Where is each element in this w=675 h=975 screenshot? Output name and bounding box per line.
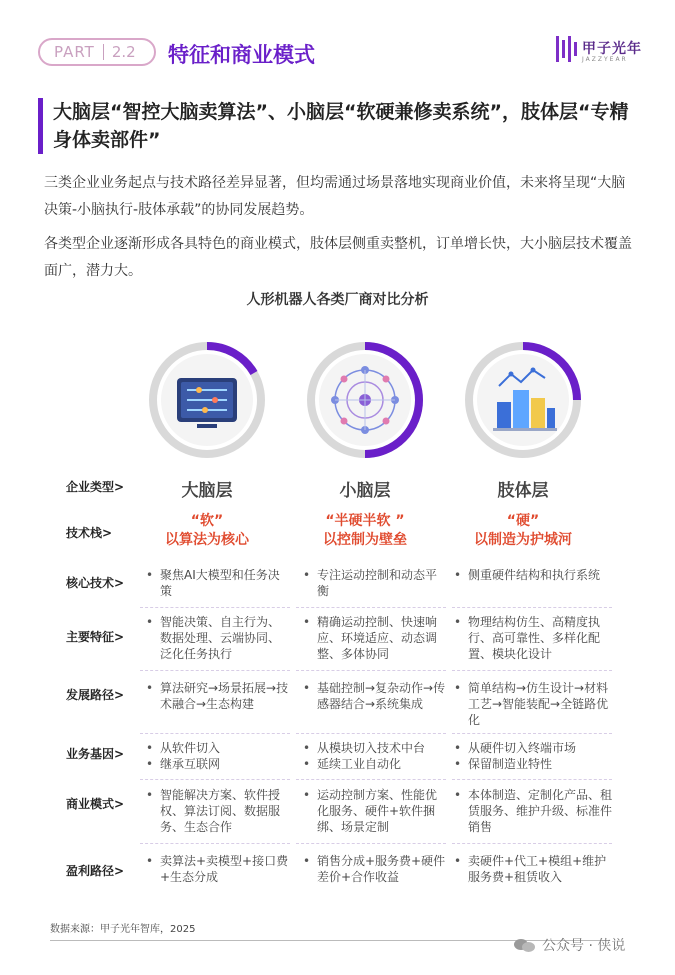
gene-body-2: • 保留制造业特性 <box>454 756 614 772</box>
separator <box>452 607 612 608</box>
core-brain: • 聚焦AI大模型和任务决策 <box>146 567 291 599</box>
stack-body <box>448 512 598 550</box>
wechat-icon <box>514 937 536 953</box>
biz-body: • 本体制造、定制化产品、租赁服务、维护升级、标准件销售 <box>454 787 614 835</box>
separator <box>452 670 612 671</box>
part-number: 2.2 <box>111 43 136 61</box>
row-label-profit: 盈利路径> <box>66 864 125 878</box>
column-title-brain: 大脑层 <box>181 481 233 501</box>
profit-brain: • 卖算法+卖模型+接口费+生态分成 <box>146 853 291 885</box>
column-title-body: 肢体层 <box>497 481 549 501</box>
gene-brain-2: • 继承互联网 <box>146 756 291 772</box>
separator <box>452 733 612 734</box>
path-body: • 简单结构→仿生设计→材料工艺→智能装配→全链路优化 <box>454 680 614 728</box>
features-brain: • 智能决策、自主行为、数据处理、云端协同、泛化任务执行 <box>146 614 291 662</box>
paragraph-1: 三类企业业务起点与技术路径差异显著，但均需通过场景落地实现商业价值，未来将呈现“大脑决策-小脑执行-肢体承载”的协同发展趋势。 <box>44 175 626 218</box>
stack-brain <box>132 512 282 550</box>
stack-cerebellum-line1: “半硬半软 ” <box>325 513 405 529</box>
section-title: 特征和商业模式 <box>168 43 315 67</box>
part-divider <box>103 44 104 60</box>
separator <box>296 733 446 734</box>
stack-cerebellum-line2: 以控制为壁垒 <box>323 532 407 548</box>
stack-brain-line2: 以算法为核心 <box>165 532 249 548</box>
watermark-text: 公众号 · 侠说 <box>542 938 626 954</box>
column-title-cerebellum: 小脑层 <box>339 481 391 501</box>
brain-layer-ring-icon <box>147 340 267 460</box>
profit-cerebellum: • 销售分成+服务费+硬件差价+合作收益 <box>303 853 448 885</box>
cerebellum-layer-ring-icon <box>305 340 425 460</box>
gene-cerebellum-2: • 延续工业自动化 <box>303 756 448 772</box>
row-label-stack: 技术栈> <box>66 526 113 540</box>
path-cerebellum: • 基础控制→复杂动作→传感器结合→系统集成 <box>303 680 448 712</box>
part-badge <box>38 38 156 66</box>
core-body: • 侧重硬件结构和执行系统 <box>454 567 614 583</box>
body-layer-ring-icon <box>463 340 583 460</box>
separator <box>296 779 446 780</box>
stack-body-line2: 以制造为护城河 <box>474 532 572 548</box>
biz-brain: • 智能解决方案、软件授权、算法订阅、数据服务、生态合作 <box>146 787 291 835</box>
gene-brain-1: • 从软件切入 <box>146 740 291 756</box>
stack-cerebellum <box>290 512 440 550</box>
separator <box>452 843 612 844</box>
gene-cerebellum-1: • 从模块切入技术中台 <box>303 740 448 756</box>
logo-sub: JAZZYEAR <box>582 56 628 63</box>
headline: 大脑层“智控大脑卖算法”、小脑层“软硬兼修卖系统”，肢体层“专精身体卖部件” <box>38 98 638 154</box>
row-label-core: 核心技术> <box>66 576 125 590</box>
features-body: • 物理结构仿生、高精度执行、高可靠性、多样化配置、模块化设计 <box>454 614 614 662</box>
separator <box>140 779 290 780</box>
part-label: PART <box>54 43 95 61</box>
data-source: 数据来源：甲子光年智库，2025 <box>50 924 196 935</box>
cerebellum-layer-circle <box>305 340 425 460</box>
separator <box>140 733 290 734</box>
separator <box>140 607 290 608</box>
stack-body-line1: “硬” <box>506 513 540 529</box>
row-label-type: 企业类型> <box>66 480 125 494</box>
separator <box>296 843 446 844</box>
gene-body-1: • 从硬件切入终端市场 <box>454 740 614 756</box>
paragraph-2: 各类型企业逐渐形成各具特色的商业模式，肢体层侧重卖整机，订单增长快，大小脑层技术覆盖面广，潜力大。 <box>44 236 632 279</box>
header <box>38 34 648 70</box>
row-label-gene: 业务基因> <box>66 747 125 761</box>
separator <box>140 670 290 671</box>
separator <box>296 607 446 608</box>
logo-bars-icon <box>556 36 578 62</box>
brain-layer-circle <box>147 340 267 460</box>
separator <box>452 779 612 780</box>
biz-cerebellum: • 运动控制方案、性能优化服务、硬件+软件捆绑、场景定制 <box>303 787 448 835</box>
core-cerebellum: • 专注运动控制和动态平衡 <box>303 567 448 599</box>
separator <box>140 843 290 844</box>
wechat-watermark <box>514 935 625 955</box>
row-label-path: 发展路径> <box>66 688 125 702</box>
features-cerebellum: • 精确运动控制、快速响应、环境适应、动态调整、多体协同 <box>303 614 448 662</box>
body-layer-circle <box>463 340 583 460</box>
brand-logo <box>556 34 648 68</box>
row-label-features: 主要特征> <box>66 630 125 644</box>
row-label-biz: 商业模式> <box>66 797 125 811</box>
stack-brain-line1: “软” <box>190 513 224 529</box>
path-brain: • 算法研究→场景拓展→技术融合→生态构建 <box>146 680 291 712</box>
separator <box>296 670 446 671</box>
logo-name: 甲子光年 <box>582 41 642 57</box>
table-title: 人形机器人各类厂商对比分析 <box>246 292 429 308</box>
profit-body: • 卖硬件+代工+模组+维护服务费+租赁收入 <box>454 853 614 885</box>
